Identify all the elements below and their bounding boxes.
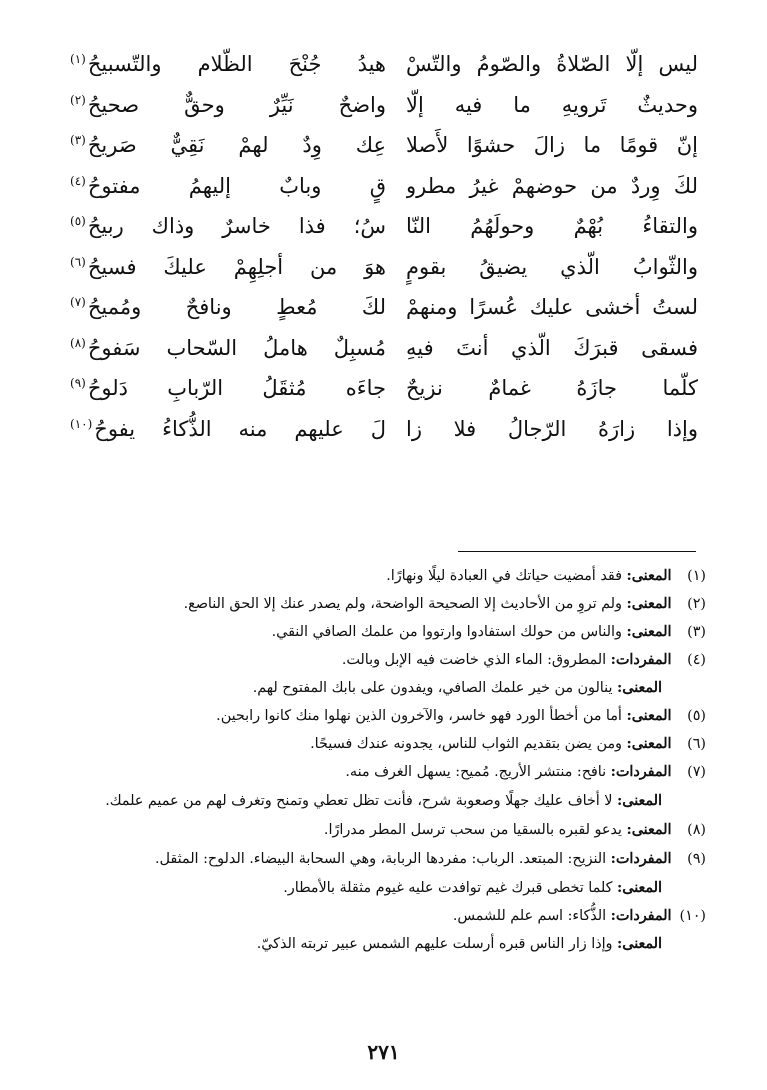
footnote-label: المعنى:: [626, 736, 672, 752]
footnote-number: (٩): [687, 851, 706, 867]
verse-second-hemistich: [70, 287, 386, 328]
footnote-text: نافح: منتشر الأريج. مُميح: يسهل الغرف منه.: [345, 764, 607, 780]
footnote-number: (٧): [687, 764, 706, 780]
footnote-label: المفردات:: [610, 764, 672, 780]
verse-second-hemistich: [70, 125, 386, 166]
hemistich-text: لَ عليهم منه الذُّكاءُ يفوحُ: [94, 416, 386, 441]
footnote: [70, 618, 706, 646]
footnote-label: المفردات:: [610, 851, 672, 867]
hemistich-text: سُ؛ فذا خاسرٌ وذاك ربيحُ: [87, 214, 386, 238]
footnote-label: المعنى:: [617, 880, 662, 896]
footnote-label: المعنى:: [617, 680, 662, 696]
footnote-label: المعنى:: [617, 793, 662, 809]
footnote: [70, 730, 706, 758]
verse-second-hemistich: [70, 85, 386, 126]
footnote: [70, 590, 706, 618]
footnote-continuation: [70, 674, 706, 702]
footnote-text: ولم تروِ من الأحاديث إلا الصحيحة الواضحة، ولم يصدر عنك إلا الحق الناصع.: [183, 596, 622, 612]
footnote: [70, 844, 706, 874]
verse: [70, 328, 698, 369]
footnote-continuation: [70, 786, 706, 816]
footnote-label: المفردات:: [610, 908, 672, 924]
footnote-number: (٤): [687, 652, 706, 668]
verse-first-hemistich: والتقاءُ بُهْمٌ وحولَهُمُ النّا: [406, 214, 698, 238]
footnote-number: (١٠): [679, 908, 706, 924]
footnote-marker: (٨): [70, 335, 86, 350]
footnote-label: المعنى:: [626, 568, 672, 584]
footnote-label: المعنى:: [626, 624, 672, 640]
page-number: ٢٧١: [367, 1040, 400, 1064]
footnote-text: ينالون من خير علمك الصافي، ويفدون على بابك المفتوح لهم.: [252, 680, 613, 696]
footnote-marker: (٧): [70, 295, 86, 309]
footnote-number: (٦): [687, 736, 706, 752]
verse-second-hemistich: [70, 166, 386, 207]
verse: [70, 287, 698, 328]
footnote-marker: (١٠): [70, 416, 93, 431]
footnote-label: المعنى:: [626, 822, 672, 838]
footnotes: [70, 562, 706, 958]
footnote-text: المطروق: الماء الذي خاضت فيه الإبل وبالت.: [341, 652, 607, 668]
footnote-label: المعنى:: [617, 936, 662, 952]
footnote-marker: (١): [70, 52, 86, 66]
footnote-marker: (٦): [70, 254, 86, 269]
footnote-text: النزيح: المبتعد. الرباب: مفردها الربابة، وهي السحابة البيضاء. الدلوح: المثقل.: [155, 851, 607, 867]
verse-first-hemistich: ليس إلّا الصّلاةُ والصّومُ والتّسْ: [406, 52, 698, 76]
footnote-label: المفردات:: [610, 652, 672, 668]
hemistich-text: قٍ وبابٌ إليهمُ مفتوحُ: [87, 173, 386, 198]
verse-first-hemistich: لكَ وِردٌ من حوضهمْ غيرُ مطرو: [406, 173, 698, 198]
verse: [70, 247, 698, 288]
verse-first-hemistich: وإذا زارَهُ الرّجالُ فلا زا: [406, 416, 698, 441]
footnote-text: والناس من حولك استفادوا وارتووا من علمك الصافي النقي.: [271, 624, 622, 640]
verse: [70, 409, 698, 450]
footnote: [70, 702, 706, 730]
footnote-text: لا أخاف عليك جهلًا وصعوبة شرح، فأنت تظل تعطي وتمنح وتغرف لهم من عميم علمك.: [105, 793, 613, 809]
hemistich-text: هيدُ جُنْحَ الظّلام والتّسبيحُ: [87, 52, 386, 76]
footnote-number: (٨): [687, 822, 706, 838]
footnote: [70, 902, 706, 930]
verse-second-hemistich: [70, 328, 386, 369]
hemistich-text: مُسبِلٌ هاملُ السّحاب سَفوحُ: [87, 335, 386, 360]
poem: [70, 44, 698, 449]
verse-second-hemistich: [70, 409, 386, 450]
footnote-marker: (٩): [70, 376, 86, 390]
verse-first-hemistich: فسقى قبرَكَ الّذي أنتَ فيهِ: [406, 335, 698, 360]
verse: [70, 125, 698, 166]
footnote-separator: [458, 551, 696, 552]
verse-second-hemistich: [70, 247, 386, 288]
verse: [70, 368, 698, 409]
hemistich-text: جاءَه مُثقَلُ الرّبابِ دَلوحُ: [87, 376, 386, 400]
verse: [70, 85, 698, 126]
verse-first-hemistich: لستُ أخشى عليك عُسرًا ومنهمْ: [406, 295, 698, 319]
footnote-number: (٣): [687, 624, 706, 640]
footnote: [70, 758, 706, 786]
footnote-number: (١): [687, 568, 706, 584]
footnote-text: الذُّكاء: اسم علم للشمس.: [452, 908, 607, 924]
footnote-marker: (٤): [70, 173, 86, 188]
footnote-label: المعنى:: [626, 708, 672, 724]
footnote-text: وإذا زار الناس قبره أرسلت عليهم الشمس عبير تربته الذكيّ.: [256, 936, 613, 952]
footnote: [70, 646, 706, 674]
footnote-number: (٢): [687, 596, 706, 612]
verse-first-hemistich: وحديثٌ تَرويهِ ما فيه إلّا: [406, 92, 698, 117]
verse: [70, 44, 698, 85]
verse-second-hemistich: [70, 44, 386, 85]
hemistich-text: هوَ من أجلِهِمْ عليكَ فسيحُ: [87, 254, 386, 279]
footnote-label: المعنى:: [626, 596, 672, 612]
hemistich-text: واضحٌ نَيِّرٌ وحقٌّ صحيحُ: [87, 92, 386, 117]
verse-second-hemistich: [70, 368, 386, 409]
footnote: [70, 562, 706, 590]
footnote-text: كلما تخطى قبرك غيم توافدت عليه غيوم مثقلة بالأمطار.: [283, 880, 613, 896]
footnote: [70, 816, 706, 844]
footnote-marker: (٣): [70, 133, 86, 147]
verse-second-hemistich: [70, 206, 386, 247]
footnote-marker: (٢): [70, 92, 86, 107]
footnote-text: يدعو لقبره بالسقيا من سحب ترسل المطر مدرارًا.: [323, 822, 622, 838]
verse-first-hemistich: كلّما جازَهُ غمامٌ نزيحٌ: [406, 376, 698, 400]
footnote-continuation: [70, 874, 706, 902]
footnote-marker: (٥): [70, 214, 86, 228]
verse-first-hemistich: إنّ قومًا ما زالَ حشوًا لأَصلا: [406, 133, 698, 157]
footnote-text: فقد أمضيت حياتك في العبادة ليلًا ونهارًا.: [386, 568, 622, 584]
footnote-text: ومن يضن بتقديم الثواب للناس، يجدونه عندك فسيحًا.: [310, 736, 622, 752]
verse: [70, 206, 698, 247]
verse: [70, 166, 698, 207]
hemistich-text: عِك وِدٌ لهمْ نَقِيٌّ صَريحُ: [87, 133, 386, 157]
footnote-text: أما من أخطأ الورد فهو خاسر، والآخرون الذين نهلوا منك كانوا رابحين.: [216, 708, 622, 724]
verse-first-hemistich: والثّوابُ الّذي يضيقُ بقومٍ: [406, 254, 698, 279]
footnote-continuation: [70, 930, 706, 958]
footnote-number: (٥): [687, 708, 706, 724]
hemistich-text: لكَ مُعطٍ ونافحٌ ومُميحُ: [87, 295, 386, 319]
